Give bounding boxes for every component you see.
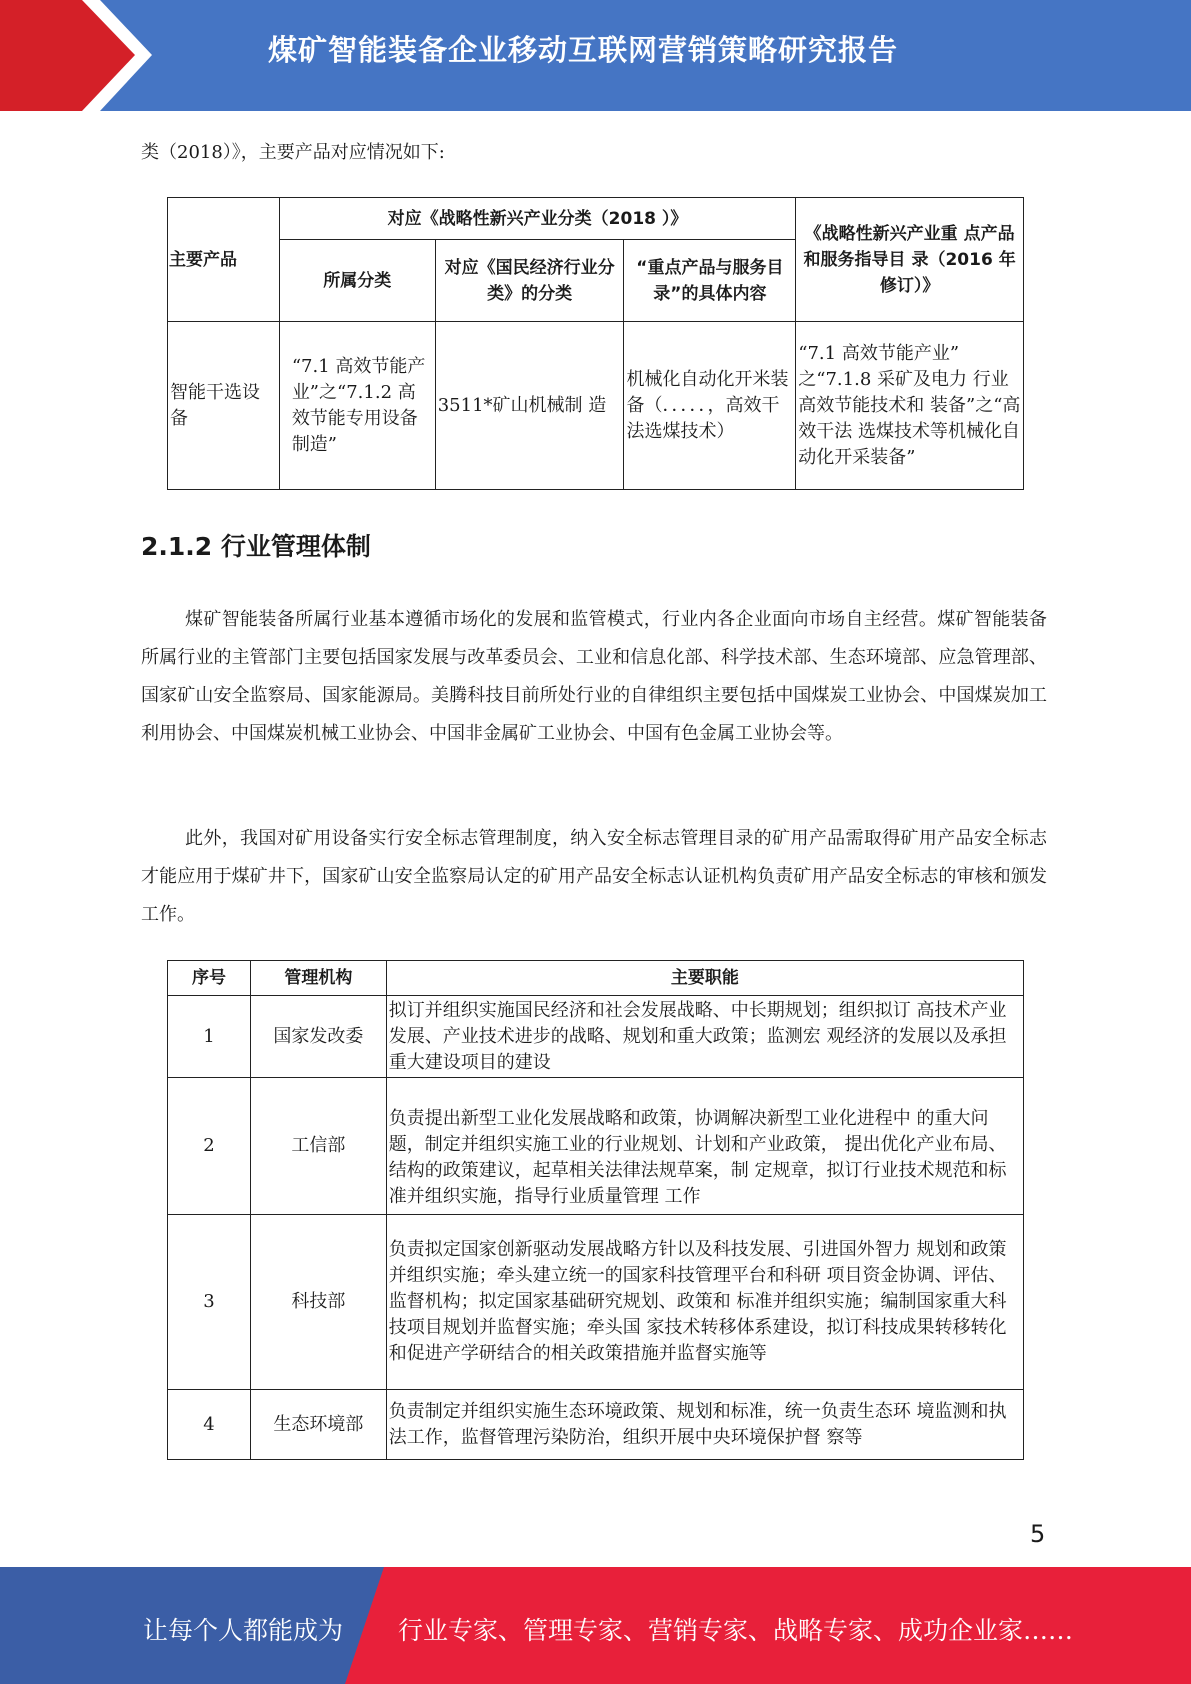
header-national-industry: 对应《国民经济行业分类》的分类 [435,240,624,322]
cell-no: 2 [168,1078,251,1215]
table-row [168,1215,1024,1390]
header-no: 序号 [168,961,251,996]
cell-national: 3511*矿山机械制 造 [435,322,624,490]
cell-no: 4 [168,1390,251,1460]
cell-guide: “7.1 高效节能产业” 之“7.1.8 采矿及电力 行业高效节能技术和 装备”之“高效干法 选煤技术等机械化自 动化开采装备” [796,322,1024,490]
cell-org: 生态环境部 [250,1390,386,1460]
cell-duty: 负责拟定国家创新驱动发展战略方针以及科技发展、引进国外智力 规划和政策并组织实施；牵头建立统一的国家科技管理平台和科研 项目资金协调、评估、监督机构；拟定国家基础研究规划、政策和 标准并组织实施；编制国家重大科技项目规划并监督实施；牵头国 家技术转移体系建设，拟订科技成果转移转化和促进产学研结合的相关政策措施并监督实施等 [386,1215,1023,1390]
cell-duty: 负责提出新型工业化发展战略和政策，协调解决新型工业化进程中 的重大问题，制定并组织实施工业的行业规划、计划和产业政策， 提出优化产业布局、结构的政策建议，起草相关法律法规草案，制 定规章，拟订行业技术规范和标准并组织实施，指导行业质量管理 工作 [386,1078,1023,1215]
footer-slogan-right: 行业专家、管理专家、营销专家、战略专家、成功企业家…… [398,1616,1074,1645]
cell-no: 1 [168,996,251,1078]
header-org: 管理机构 [250,961,386,996]
table-row [168,996,1024,1078]
footer-slogan-left: 让每个人都能成为 [143,1616,344,1645]
table-row [168,322,1024,490]
cell-org: 科技部 [250,1215,386,1390]
management-agencies-table [167,960,1024,1460]
cell-key-content: 机械化自动化开米装备（．．．．．，高效干法选煤技术） [624,322,796,490]
paragraph: 此外，我国对矿用设备实行安全标志管理制度，纳入安全标志管理目录的矿用产品需取得矿用产品安全标志才能应用于煤矿井下，国家矿山安全监察局认定的矿用产品安全标志认证机构负责矿用产品安全标志的审核和颁发工作。 [141,828,1047,925]
table-row [168,1078,1024,1215]
product-classification-table [167,197,1024,490]
cell-duty: 拟订并组织实施国民经济和社会发展战略、中长期规划；组织拟订 高技术产业发展、产业技术进步的战略、规划和重大政策；监测宏 观经济的发展以及承担重大建设项目的建设 [386,996,1023,1078]
header-strategic-category: 对应《战略性新兴产业分类（2018 ）》 [279,198,795,240]
cell-org: 工信部 [250,1078,386,1215]
cell-category: “7.1 高效节能产业”之“7.1.2 高效节能专用设备制造” [279,322,435,490]
paragraph: 煤矿智能装备所属行业基本遵循市场化的发展和监管模式，行业内各企业面向市场自主经营。煤矿智能装备所属行业的主管部门主要包括国家发展与改革委员会、工业和信息化部、科学技术部、生态环境部、应急管理部、国家矿山安全监察局、国家能源局。美腾科技目前所处行业的自律组织主要包括中国煤炭工业协会、中国煤炭加工利用协会、中国煤炭机械工业协会、中国非金属矿工业协会、中国有色金属工业协会等。 [141,609,1047,744]
table-row [168,1390,1024,1460]
header-guide-catalog: 《战略性新兴产业重 点产品和服务指导目 录（2016 年修订）》 [796,198,1024,322]
header-banner [0,0,1191,111]
lead-text: 类（2018）》，主要产品对应情况如下: [141,142,445,163]
cell-product: 智能干选设备 [168,322,280,490]
section-title: 2.1.2 行业管理体制 [141,532,371,561]
header-duty: 主要职能 [386,961,1023,996]
cell-duty: 负责制定并组织实施生态环境政策、规划和标准，统一负责生态环 境监测和执法工作，监督管理污染防治，组织开展中央环境保护督 察等 [386,1390,1023,1460]
header-category: 所属分类 [279,240,435,322]
header-title: 煤矿智能装备企业移动互联网营销策略研究报告 [268,33,899,67]
header-main-product: 主要产品 [168,198,280,322]
header-key-content: “重点产品与服务目录”的具体内容 [624,240,796,322]
cell-no: 3 [168,1215,251,1390]
cell-org: 国家发改委 [250,996,386,1078]
page-number: 5 [1030,1520,1046,1548]
